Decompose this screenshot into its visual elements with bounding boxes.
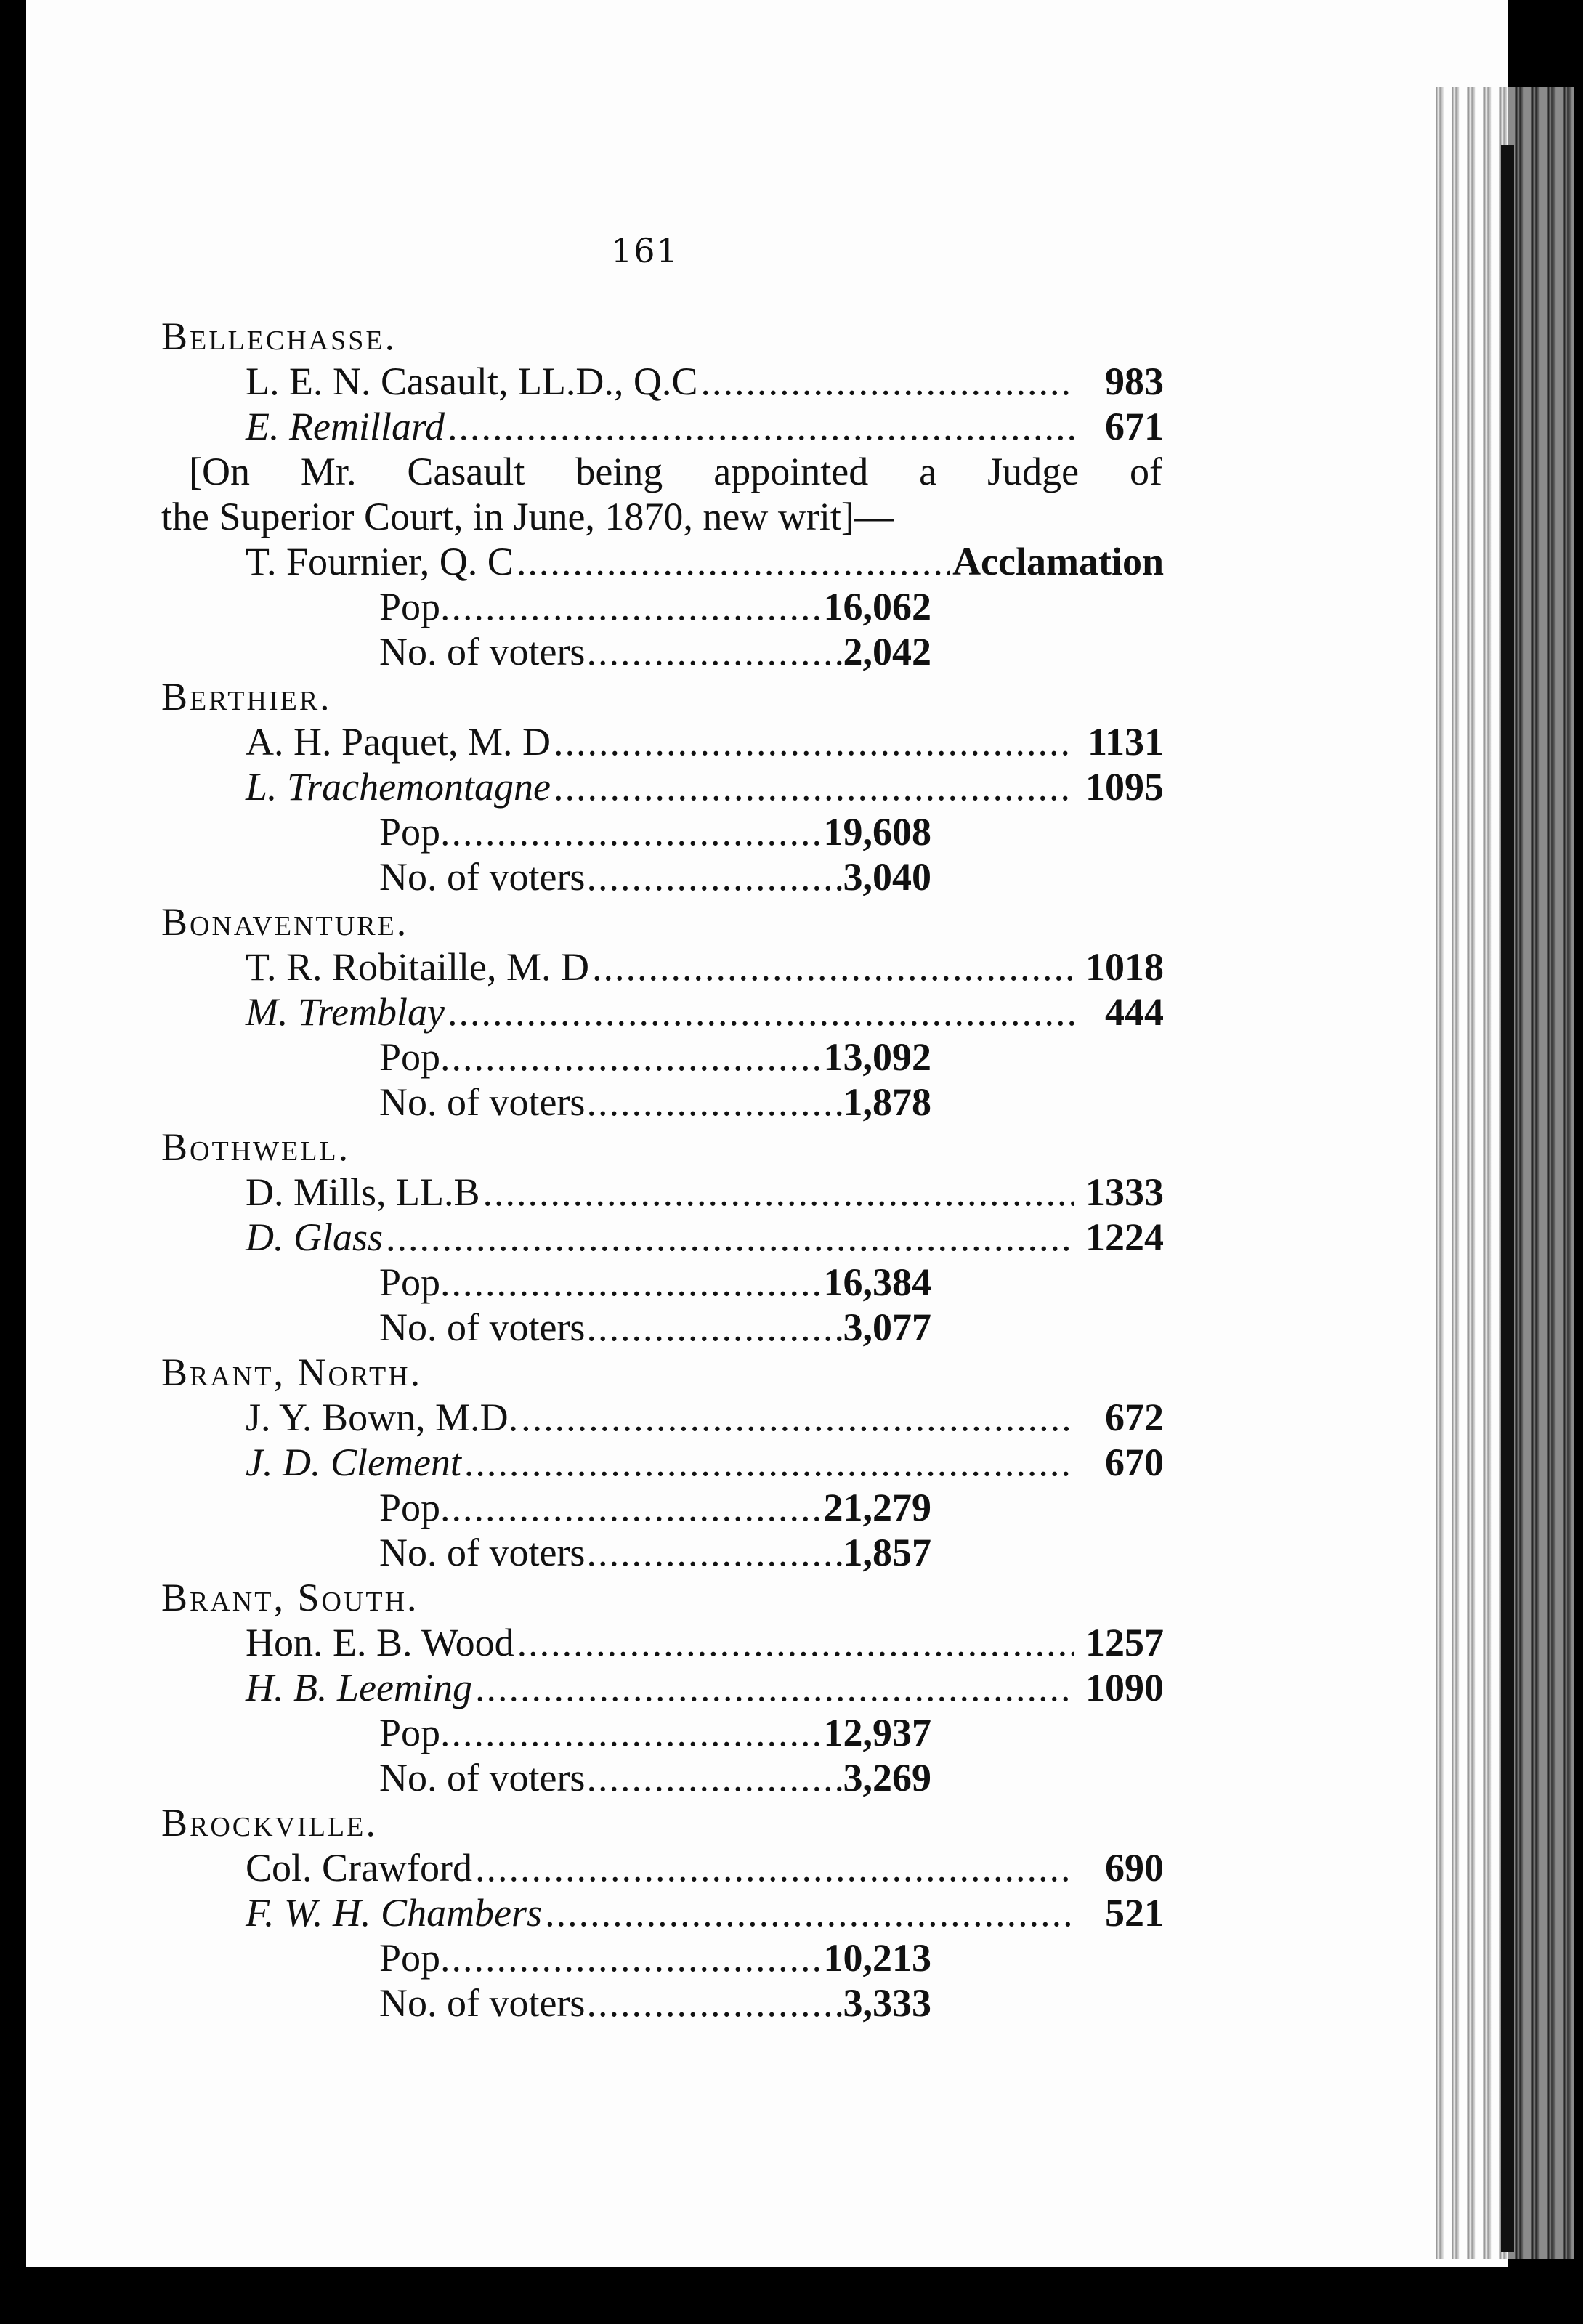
riding-heading: Berthier. [161, 675, 332, 718]
candidate-votes: 1333 [1085, 1170, 1164, 1214]
candidate-name: Hon. E. B. Wood [246, 1621, 514, 1664]
candidate-votes: 1131 [1087, 720, 1164, 764]
candidate-name: L. Trachemontagne [246, 765, 551, 809]
leader-dots [586, 1755, 841, 1800]
population-value: 10,213 [823, 1936, 931, 1980]
riding-heading: Brockville. [161, 1801, 378, 1845]
candidate-name: F. W. H. Chambers [246, 1891, 543, 1935]
candidate-votes: 690 [1105, 1846, 1164, 1890]
candidate-row [161, 1395, 1164, 1440]
leader-dots [475, 1845, 1074, 1890]
leader-dots [517, 1620, 1074, 1665]
voters-label: No. of voters [379, 1080, 586, 1124]
population-label: Pop. [379, 1711, 450, 1754]
candidate-name: M. Tremblay [246, 990, 445, 1034]
voters-row [161, 629, 931, 674]
page-number: 161 [611, 231, 679, 270]
population-row [161, 1035, 931, 1080]
riding-berthier [161, 674, 1164, 899]
candidate-votes: Acclamation [952, 540, 1164, 583]
candidate-name: J. D. Clement [246, 1441, 461, 1484]
population-row [161, 1485, 931, 1530]
population-row [161, 1710, 931, 1755]
candidate-row [161, 1890, 1164, 1935]
candidate-row [161, 1665, 1164, 1710]
voters-label: No. of voters [379, 630, 586, 673]
voters-label: No. of voters [379, 1531, 586, 1574]
population-label: Pop. [379, 810, 450, 854]
population-value: 16,384 [823, 1260, 931, 1304]
leader-dots [452, 1260, 822, 1305]
candidate-votes: 672 [1105, 1396, 1164, 1439]
population-row [161, 809, 931, 854]
candidate-name: Col. Crawford [246, 1846, 472, 1890]
leader-dots [586, 1530, 841, 1575]
candidate-votes: 444 [1105, 990, 1164, 1034]
candidate-name: E. Remillard [246, 405, 445, 448]
population-label: Pop. [379, 585, 450, 628]
riding-heading: Brant, North. [161, 1351, 423, 1394]
population-value: 16,062 [823, 585, 931, 628]
voters-row [161, 1755, 931, 1800]
election-results-list [161, 314, 1164, 2025]
leader-dots [452, 584, 822, 629]
leader-dots [545, 1890, 1074, 1935]
leader-dots [483, 1170, 1074, 1215]
population-value: 13,092 [823, 1035, 931, 1079]
voters-value: 3,040 [843, 855, 931, 899]
leader-dots [517, 539, 950, 584]
candidate-name: D. Glass [246, 1215, 384, 1259]
leader-dots [586, 854, 841, 899]
candidate-row [161, 1440, 1164, 1485]
riding-heading: Bellechasse. [161, 315, 397, 358]
population-label: Pop. [379, 1936, 450, 1980]
candidate-votes: 671 [1105, 405, 1164, 448]
voters-row [161, 1530, 931, 1575]
leader-dots [586, 1980, 841, 2025]
candidate-row [161, 1215, 1164, 1260]
candidate-row [161, 539, 1164, 584]
candidate-name: T. Fournier, Q. C [246, 540, 514, 583]
voters-value: 1,857 [843, 1531, 931, 1574]
population-value: 19,608 [823, 810, 931, 854]
riding-heading: Brant, South. [161, 1576, 419, 1619]
leader-dots [475, 1665, 1074, 1710]
leader-dots [554, 719, 1074, 764]
candidate-votes: 521 [1105, 1891, 1164, 1935]
leader-dots [452, 1935, 822, 1980]
leader-dots [448, 404, 1074, 449]
candidate-name: J. Y. Bown, M.D. [246, 1396, 519, 1439]
population-value: 21,279 [823, 1486, 931, 1529]
voters-value: 3,077 [843, 1305, 931, 1349]
voters-value: 2,042 [843, 630, 931, 673]
leader-dots [452, 1710, 822, 1755]
candidate-votes: 1090 [1085, 1666, 1164, 1709]
note-line: [On Mr. Casault being appointed a Judge of [189, 450, 1162, 493]
voters-label: No. of voters [379, 1756, 586, 1799]
voters-row [161, 1305, 931, 1350]
leader-dots [464, 1440, 1074, 1485]
leader-dots [521, 1395, 1074, 1440]
leader-dots [554, 764, 1074, 809]
population-label: Pop. [379, 1260, 450, 1304]
candidate-row [161, 764, 1164, 809]
riding-brockville [161, 1800, 1164, 2025]
leader-dots [386, 1215, 1074, 1260]
candidate-votes: 1224 [1085, 1215, 1164, 1259]
candidate-row [161, 1620, 1164, 1665]
population-label: Pop. [379, 1486, 450, 1529]
voters-value: 1,878 [843, 1080, 931, 1124]
population-row [161, 1260, 931, 1305]
voters-label: No. of voters [379, 1305, 586, 1349]
candidate-row [161, 1845, 1164, 1890]
leader-dots [586, 1305, 841, 1350]
candidate-row [161, 1170, 1164, 1215]
leader-dots [700, 359, 1074, 404]
leader-dots [592, 944, 1074, 989]
population-value: 12,937 [823, 1711, 931, 1754]
population-row [161, 584, 931, 629]
riding-heading: Bonaventure. [161, 900, 409, 944]
leader-dots [452, 1035, 822, 1080]
candidate-votes: 1018 [1085, 945, 1164, 989]
riding-bellechasse [161, 314, 1164, 674]
note-line: the Superior Court, in June, 1870, new writ]— [161, 495, 894, 538]
candidate-name: H. B. Leeming [246, 1666, 472, 1709]
candidate-row [161, 944, 1164, 989]
voters-row [161, 1080, 931, 1125]
candidate-votes: 983 [1105, 360, 1164, 403]
population-row [161, 1935, 931, 1980]
leader-dots [586, 629, 841, 674]
candidate-votes: 670 [1105, 1441, 1164, 1484]
candidate-row [161, 989, 1164, 1035]
candidate-row [161, 359, 1164, 404]
voters-row [161, 854, 931, 899]
voters-value: 3,269 [843, 1756, 931, 1799]
riding-bonaventure [161, 899, 1164, 1125]
leader-dots [452, 1485, 822, 1530]
candidate-votes: 1257 [1085, 1621, 1164, 1664]
voters-label: No. of voters [379, 1981, 586, 2025]
voters-value: 3,333 [843, 1981, 931, 2025]
riding-brant-south [161, 1575, 1164, 1800]
population-label: Pop. [379, 1035, 450, 1079]
candidate-name: T. R. Robitaille, M. D [246, 945, 589, 989]
voters-row [161, 1980, 931, 2025]
candidate-votes: 1095 [1085, 765, 1164, 809]
leader-dots [452, 809, 822, 854]
page-edge-line [1501, 145, 1514, 2252]
candidate-name: D. Mills, LL.B [246, 1170, 480, 1214]
candidate-name: A. H. Paquet, M. D [246, 720, 551, 764]
riding-brant-north [161, 1350, 1164, 1575]
leader-dots [586, 1080, 841, 1125]
candidate-name: L. E. N. Casault, LL.D., Q.C [246, 360, 698, 403]
leader-dots [448, 989, 1074, 1035]
candidate-row [161, 719, 1164, 764]
riding-heading: Bothwell. [161, 1125, 351, 1169]
document-page [26, 0, 1508, 2267]
voters-label: No. of voters [379, 855, 586, 899]
riding-bothwell [161, 1125, 1164, 1350]
candidate-row [161, 404, 1164, 449]
